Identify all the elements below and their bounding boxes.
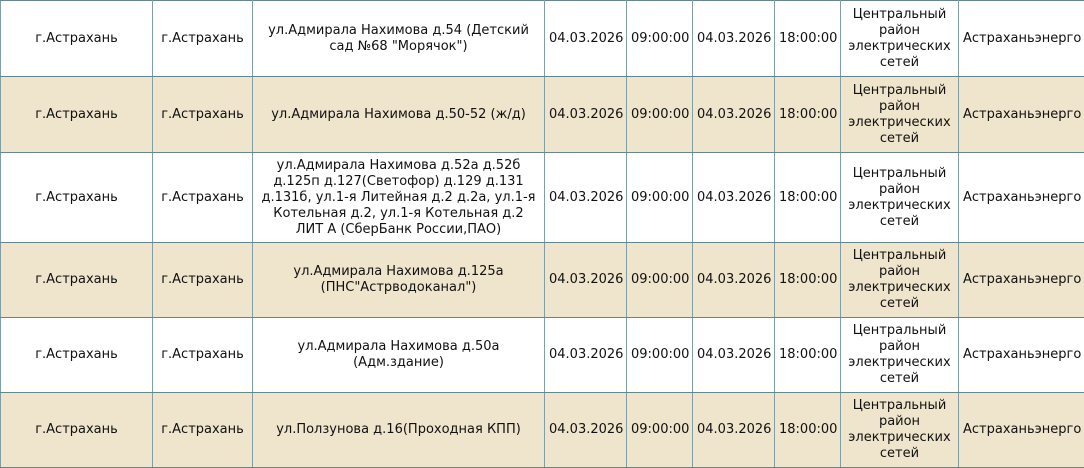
company-cell: Астраханьэнерго bbox=[959, 153, 1084, 243]
city-cell: г.Астрахань bbox=[1, 318, 153, 393]
address-cell: ул.Адмирала Нахимова д.125а (ПНС"Астрводоканал") bbox=[253, 243, 545, 318]
start-date-cell: 04.03.2026 bbox=[545, 318, 627, 393]
city-cell: г.Астрахань bbox=[1, 243, 153, 318]
address-cell: ул.Ползунова д.16(Проходная КПП) bbox=[253, 393, 545, 468]
district-cell: Центральный район электрических сетей bbox=[841, 77, 959, 153]
table-row bbox=[1, 77, 1084, 153]
end-time-cell: 18:00:00 bbox=[775, 243, 841, 318]
end-date-cell: 04.03.2026 bbox=[693, 77, 775, 153]
address-cell: ул.Адмирала Нахимова д.50-52 (ж/д) bbox=[253, 77, 545, 153]
address-cell: ул.Адмирала Нахимова д.50а (Адм.здание) bbox=[253, 318, 545, 393]
district-cell: Центральный район электрических сетей bbox=[841, 393, 959, 468]
locality-cell: г.Астрахань bbox=[153, 243, 253, 318]
end-time-cell: 18:00:00 bbox=[775, 393, 841, 468]
city-cell: г.Астрахань bbox=[1, 1, 153, 77]
end-date-cell: 04.03.2026 bbox=[693, 153, 775, 243]
start-time-cell: 09:00:00 bbox=[627, 243, 693, 318]
district-cell: Центральный район электрических сетей bbox=[841, 153, 959, 243]
company-cell: Астраханьэнерго bbox=[959, 77, 1084, 153]
company-cell: Астраханьэнерго bbox=[959, 393, 1084, 468]
company-cell: Астраханьэнерго bbox=[959, 318, 1084, 393]
start-time-cell: 09:00:00 bbox=[627, 393, 693, 468]
address-cell: ул.Адмирала Нахимова д.52а д.52б д.125п д.127(Светофор) д.129 д.131 д.131б, ул.1-я Литейная д.2 д.2а, ул.1-я Котельная д.2, ул.1-я Котельная д.2 ЛИТ А (СберБанк России,ПАО) bbox=[253, 153, 545, 243]
company-cell: Астраханьэнерго bbox=[959, 1, 1084, 77]
locality-cell: г.Астрахань bbox=[153, 153, 253, 243]
district-cell: Центральный район электрических сетей bbox=[841, 318, 959, 393]
locality-cell: г.Астрахань bbox=[153, 77, 253, 153]
end-time-cell: 18:00:00 bbox=[775, 77, 841, 153]
end-date-cell: 04.03.2026 bbox=[693, 393, 775, 468]
start-time-cell: 09:00:00 bbox=[627, 318, 693, 393]
city-cell: г.Астрахань bbox=[1, 77, 153, 153]
company-cell: Астраханьэнерго bbox=[959, 243, 1084, 318]
locality-cell: г.Астрахань bbox=[153, 1, 253, 77]
end-date-cell: 04.03.2026 bbox=[693, 318, 775, 393]
district-cell: Центральный район электрических сетей bbox=[841, 1, 959, 77]
end-date-cell: 04.03.2026 bbox=[693, 1, 775, 77]
start-date-cell: 04.03.2026 bbox=[545, 77, 627, 153]
table-row bbox=[1, 318, 1084, 393]
start-date-cell: 04.03.2026 bbox=[545, 393, 627, 468]
start-date-cell: 04.03.2026 bbox=[545, 243, 627, 318]
end-time-cell: 18:00:00 bbox=[775, 1, 841, 77]
city-cell: г.Астрахань bbox=[1, 153, 153, 243]
district-cell: Центральный район электрических сетей bbox=[841, 243, 959, 318]
table-row bbox=[1, 1, 1084, 77]
start-date-cell: 04.03.2026 bbox=[545, 153, 627, 243]
city-cell: г.Астрахань bbox=[1, 393, 153, 468]
locality-cell: г.Астрахань bbox=[153, 318, 253, 393]
table-row bbox=[1, 153, 1084, 243]
end-time-cell: 18:00:00 bbox=[775, 318, 841, 393]
start-time-cell: 09:00:00 bbox=[627, 153, 693, 243]
table-row bbox=[1, 243, 1084, 318]
start-time-cell: 09:00:00 bbox=[627, 1, 693, 77]
address-cell: ул.Адмирала Нахимова д.54 (Детский сад №68 "Морячок") bbox=[253, 1, 545, 77]
end-date-cell: 04.03.2026 bbox=[693, 243, 775, 318]
end-time-cell: 18:00:00 bbox=[775, 153, 841, 243]
start-date-cell: 04.03.2026 bbox=[545, 1, 627, 77]
start-time-cell: 09:00:00 bbox=[627, 77, 693, 153]
table-row bbox=[1, 393, 1084, 468]
locality-cell: г.Астрахань bbox=[153, 393, 253, 468]
